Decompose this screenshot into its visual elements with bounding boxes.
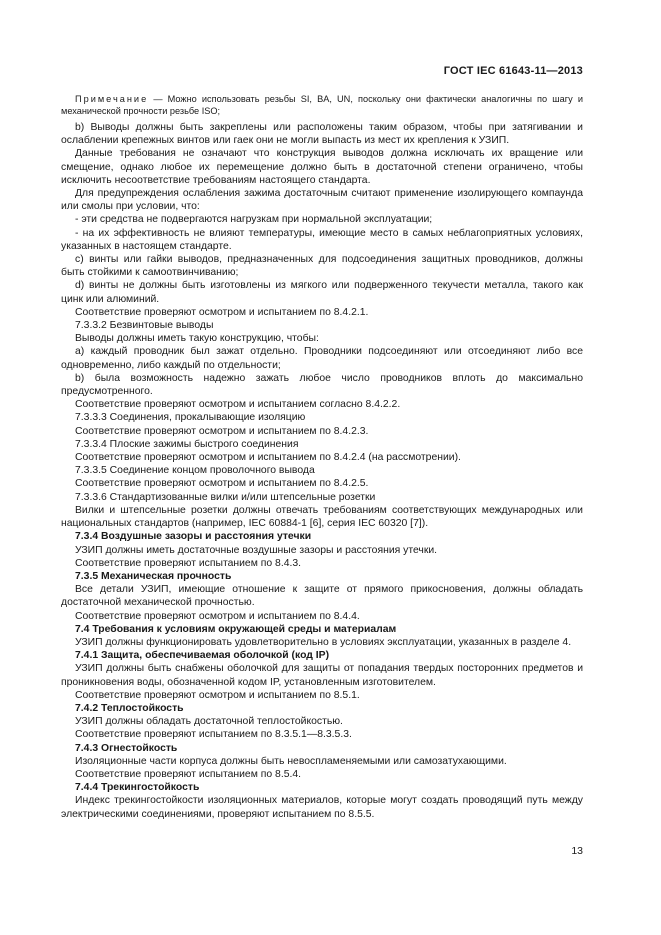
section-heading: 7.4.4 Трекингостойкость <box>75 782 200 794</box>
list-item: - на их эффективность не влияют температуры, имеющие место в самых неблагоприятных условиях, указанных в настоящем стандарте. <box>61 227 583 252</box>
section-heading: 7.4.1 Защита, обеспечиваемая оболочкой (код IP) <box>75 650 330 662</box>
section-heading: 7.4.3 Огнестойкость <box>75 742 178 754</box>
list-item: c) винты или гайки выводов, предназначенных для подсоединения защитных проводников, должны быть стойкими к самоотвинчиванию; <box>61 254 583 279</box>
list-item: b) была возможность надежно зажать любое число проводников вплоть до максимально предусмотренного. <box>61 372 583 398</box>
list-item: - эти средства не подвергаются нагрузкам при нормальной эксплуатации; <box>75 214 433 226</box>
paragraph: Выводы должны иметь такую конструкцию, чтобы: <box>75 333 319 345</box>
page-number: 13 <box>571 845 583 857</box>
section-heading: 7.3.5 Механическая прочность <box>75 570 232 582</box>
paragraph: Соответствие проверяют испытанием по 8.4.3. <box>75 557 302 569</box>
page-content <box>61 93 583 821</box>
paragraph: Для предупреждения ослабления зажима достаточным считают применение изолирующего компаунда или смолы при условии, что: <box>61 188 583 213</box>
list-item: a) каждый проводник был зажат отдельно. Проводники подсоединяют или отсоединяют либо все одновременно, либо каждый по отдельности; <box>61 346 583 371</box>
paragraph: Соответствие проверяют осмотром и испытанием по 8.4.2.1. <box>75 306 369 318</box>
paragraph: Соответствие проверяют осмотром и испытанием по 8.5.1. <box>75 689 360 701</box>
paragraph: УЗИП должны функционировать удовлетворительно в условиях эксплуатации, указанных в разделе 4. <box>75 636 572 648</box>
paragraph: Соответствие проверяют осмотром и испытанием по 8.4.2.5. <box>75 478 369 490</box>
subsection-title: 7.3.3.2 Безвинтовые выводы <box>75 320 214 332</box>
paragraph: Соответствие проверяют осмотром и испытанием по 8.4.2.3. <box>75 425 369 437</box>
section-heading: 7.4.2 Теплостойкость <box>75 702 184 714</box>
note <box>61 93 583 117</box>
paragraph: Изоляционные части корпуса должны быть невоспламеняемыми или самозатухающими. <box>75 755 507 767</box>
paragraph: Данные требования не означают что конструкция выводов должна исключать их вращение или смещение, однако любое их перемещение должно быть в достаточной степени ограничено, чтобы исключить несоответствие требованиям настоящего стандарта. <box>61 148 583 186</box>
document-header: ГОСТ IEC 61643-11—2013 <box>443 65 583 77</box>
paragraph: b) Выводы должны быть закреплены или расположены таким образом, чтобы при затягивании и ослаблении крепежных винтов или гаек они не могли выпасть из мест их крепления к УЗИП. <box>61 122 583 147</box>
subsection-title: 7.3.3.5 Соединение концом проволочного вывода <box>75 465 315 477</box>
note-text: — Можно использовать резьбы SI, BA, UN, поскольку они фактически аналогичны по шагу и механической прочности резьбе ISO; <box>61 94 583 116</box>
paragraph: Соответствие проверяют испытанием по 8.3.5.1—8.3.5.3. <box>75 729 352 741</box>
list-item: d) винты не должны быть изготовлены из мягкого или подверженного текучести металла, такого как цинк или алюминий. <box>61 280 583 305</box>
paragraph: Вилки и штепсельные розетки должны отвечать требованиям соответствующих международных или национальных стандартов (например, IEC 60884-1 [6], серия IEC 60320 [7]). <box>61 504 583 530</box>
subsection-title: 7.3.3.4 Плоские зажимы быстрого соединения <box>75 438 299 450</box>
paragraph: УЗИП должны быть снабжены оболочкой для защиты от попадания твердых посторонних предметов и проникновения воды, обозначенной кодом IP, установленным изготовителем. <box>61 663 583 688</box>
paragraph: Индекс трекингостойкости изоляционных материалов, которые могут создать проводящий путь между электрическими соединениями, проверяют испытанием по 8.5.5. <box>61 795 583 820</box>
paragraph: УЗИП должны обладать достаточной теплостойкостью. <box>75 716 343 728</box>
note-label: Примечание <box>75 94 149 104</box>
paragraph: Соответствие проверяют осмотром и испытанием по 8.4.4. <box>75 610 360 622</box>
section-heading: 7.3.4 Воздушные зазоры и расстояния утечки <box>75 531 312 543</box>
subsection-title: 7.3.3.3 Соединения, прокалывающие изоляцию <box>75 412 306 424</box>
paragraph: УЗИП должны иметь достаточные воздушные зазоры и расстояния утечки. <box>75 544 438 556</box>
paragraph: Соответствие проверяют испытанием по 8.5.4. <box>75 768 302 780</box>
paragraph: Все детали УЗИП, имеющие отношение к защите от прямого прикосновения, должны обладать достаточной механической прочностью. <box>61 584 583 609</box>
paragraph: Соответствие проверяют осмотром и испытанием согласно 8.4.2.2. <box>75 399 401 411</box>
section-heading: 7.4 Требования к условиям окружающей среды и материалам <box>75 623 397 635</box>
paragraph: Соответствие проверяют осмотром и испытанием по 8.4.2.4 (на рассмотрении). <box>75 452 461 464</box>
subsection-title: 7.3.3.6 Стандартизованные вилки и/или штепсельные розетки <box>75 491 376 503</box>
